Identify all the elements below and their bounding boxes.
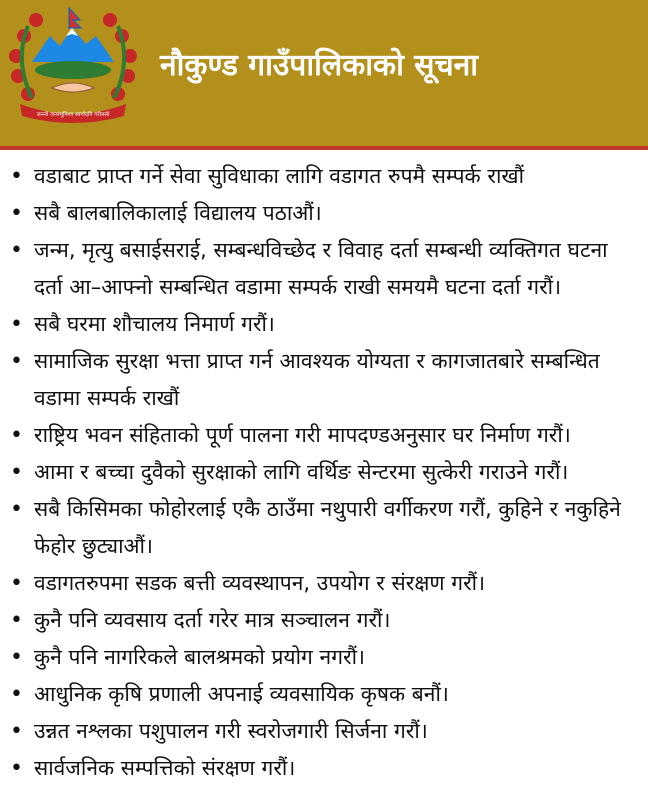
list-item: [0, 639, 648, 676]
bullet-icon: •: [10, 571, 23, 596]
notice-text: कुनै पनि नागरिकले बालश्रमको प्रयोग नगरौं।: [34, 645, 366, 669]
notice-text: सबै बालबालिकालाई विद्यालय पठाऔं।: [34, 201, 322, 225]
notice-text: सार्वजनिक सम्पत्तिको संरक्षण गरौं।: [34, 756, 296, 780]
nepal-flag-icon: [69, 8, 81, 28]
notice-text: कुनै पनि व्यवसाय दर्ता गरेर मात्र सञ्चालन गरौं।: [34, 608, 391, 632]
header-divider: [0, 146, 648, 150]
bullet-icon: •: [10, 460, 23, 485]
header-banner: [0, 0, 648, 146]
notice-text: सबै घरमा शौचालय निमार्ण गरौं।: [34, 312, 275, 336]
bullet-icon: •: [10, 756, 23, 781]
list-item: [0, 565, 648, 602]
list-item: [0, 195, 648, 232]
list-item: [0, 306, 648, 343]
notice-text: वडाबाट प्राप्त गर्ने सेवा सुविधाका लागि वडागत रुपमै सम्पर्क राखौं: [34, 164, 525, 188]
bullet-icon: •: [10, 164, 23, 189]
bullet-icon: •: [10, 423, 23, 448]
list-item: [0, 491, 648, 565]
list-item: [0, 713, 648, 750]
notice-text: आमा र बच्चा दुवैको सुरक्षाको लागि वर्थिङ सेन्टरमा सुत्केरी गराउने गरौं।: [34, 460, 569, 484]
notice-text: वडागतरुपमा सडक बत्ती व्यवस्थापन, उपयोग र संरक्षण गरौं।: [34, 571, 486, 595]
bullet-icon: •: [10, 312, 23, 337]
notice-list: [0, 158, 648, 787]
list-item: [0, 454, 648, 491]
notice-text: सामाजिक सुरक्षा भत्ता प्राप्त गर्न आवश्यक योग्यता र कागजातबारे सम्बन्धित वडामा सम्पर्क राखौं: [34, 349, 600, 410]
notice-text: जन्म, मृत्यु बसाईसराई, सम्बन्धविच्छेद र विवाह दर्ता सम्बन्धी व्यक्तिगत घटना दर्ता आ–आफ्नो सम्बन्धित वडामा सम्पर्क राखी समयमै घटना दर्ता गरौं।: [34, 238, 608, 299]
bullet-icon: •: [10, 719, 23, 744]
list-item: [0, 232, 648, 306]
notice-text: आधुनिक कृषि प्रणाली अपनाई व्यवसायिक कृषक बनौं।: [34, 682, 449, 706]
notice-text: उन्नत नश्लका पशुपालन गरी स्वरोजगारी सिर्जना गरौं।: [34, 719, 428, 743]
bullet-icon: •: [10, 682, 23, 707]
list-item: [0, 417, 648, 454]
list-item: [0, 676, 648, 713]
handshake-icon: [52, 83, 94, 92]
notice-text: सबै किसिमका फोहोरलाई एकै ठाउँमा नथुपारी वर्गीकरण गरौं, कुहिने र नकुहिने फेहोर छुट्याऔं।: [34, 497, 621, 558]
nepal-map-icon: [35, 61, 111, 79]
bullet-icon: •: [10, 645, 23, 670]
list-item: [0, 343, 648, 417]
notice-text: राष्ट्रिय भवन संहिताको पूर्ण पालना गरी मापदण्डअनुसार घर निर्माण गरौं।: [34, 423, 571, 447]
page-title: नौकुण्ड गाउँपालिकाको सूचना: [160, 48, 479, 83]
bullet-icon: •: [10, 349, 23, 374]
bullet-icon: •: [10, 608, 23, 633]
list-item: [0, 750, 648, 787]
bullet-icon: •: [10, 201, 23, 226]
motto-text: जननी जन्मभूमिश्च स्वर्गादपि गरीयसी: [36, 112, 110, 118]
nepal-emblem-logo: [6, 6, 140, 124]
list-item: [0, 158, 648, 195]
bullet-icon: •: [10, 497, 23, 522]
bullet-icon: •: [10, 238, 23, 263]
list-item: [0, 602, 648, 639]
